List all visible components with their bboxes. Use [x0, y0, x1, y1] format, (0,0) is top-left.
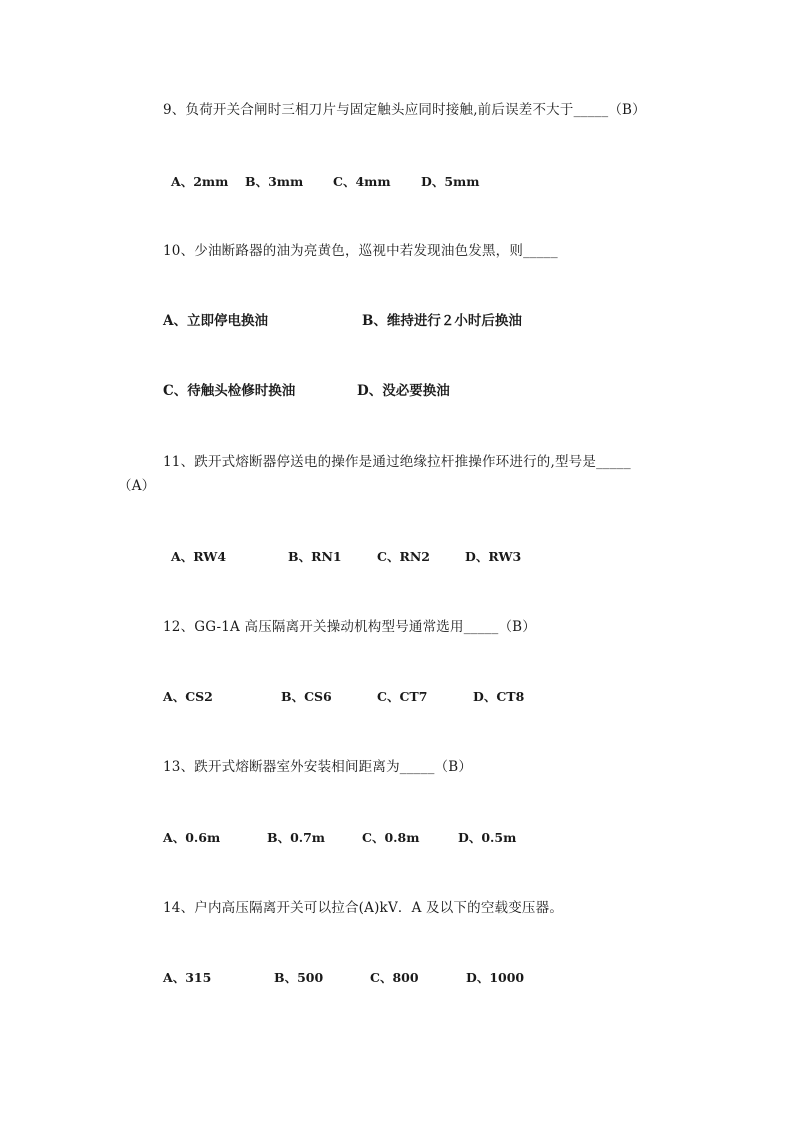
question-11-option-d: D、RW3: [465, 549, 522, 564]
question-14-option-a: A、315: [163, 970, 212, 985]
question-10-option-d: D、没必要换油: [357, 383, 450, 399]
question-13-option-c: C、0.8m: [362, 830, 420, 845]
question-12-option-b: B、CS6: [281, 689, 332, 704]
question-9-text: 9、负荷开关合闸时三相刀片与固定触头应同时接触,前后误差不大于_____（B）: [163, 102, 646, 118]
question-9-option-c: C、4mm: [333, 174, 391, 189]
question-10-option-b: B、维持进行２小时后换油: [362, 313, 522, 329]
question-14-text: 14、户内高压隔离开关可以拉合(A)kV．A 及以下的空载变压器。: [163, 900, 564, 916]
question-9-option-b: B、3mm: [245, 174, 304, 189]
question-10-option-a: A、立即停电换油: [163, 313, 268, 329]
question-11-option-c: C、RN2: [377, 549, 430, 564]
question-10-option-c: C、待触头检修时换油: [163, 383, 296, 399]
question-13-option-b: B、0.7m: [267, 830, 326, 845]
question-11-option-b: B、RN1: [288, 549, 342, 564]
question-13-option-d: D、0.5m: [458, 830, 517, 845]
question-12-option-c: C、CT7: [377, 689, 428, 704]
question-9-option-d: D、5mm: [421, 174, 480, 189]
question-12-option-a: A、CS2: [163, 689, 213, 704]
question-12-text: 12、GG-1A 高压隔离开关操动机构型号通常选用_____（B）: [163, 619, 536, 635]
question-11-option-a: A、RW4: [171, 549, 227, 564]
question-13-text: 13、跌开式熔断器室外安装相间距离为_____（B）: [163, 759, 473, 775]
question-14-option-d: D、1000: [466, 970, 525, 985]
question-11-text: 11、跌开式熔断器停送电的操作是通过绝缘拉杆推操作环进行的,型号是_____: [163, 454, 631, 470]
question-11-answer: （A）: [118, 478, 156, 494]
question-9-option-a: A、2mm: [171, 174, 229, 189]
question-14-option-b: B、500: [274, 970, 324, 985]
question-12-option-d: D、CT8: [473, 689, 525, 704]
question-14-option-c: C、800: [370, 970, 419, 985]
question-10-text: 10、少油断路器的油为亮黄色，巡视中若发现油色发黑，则_____: [163, 243, 558, 259]
question-13-option-a: A、0.6m: [163, 830, 221, 845]
